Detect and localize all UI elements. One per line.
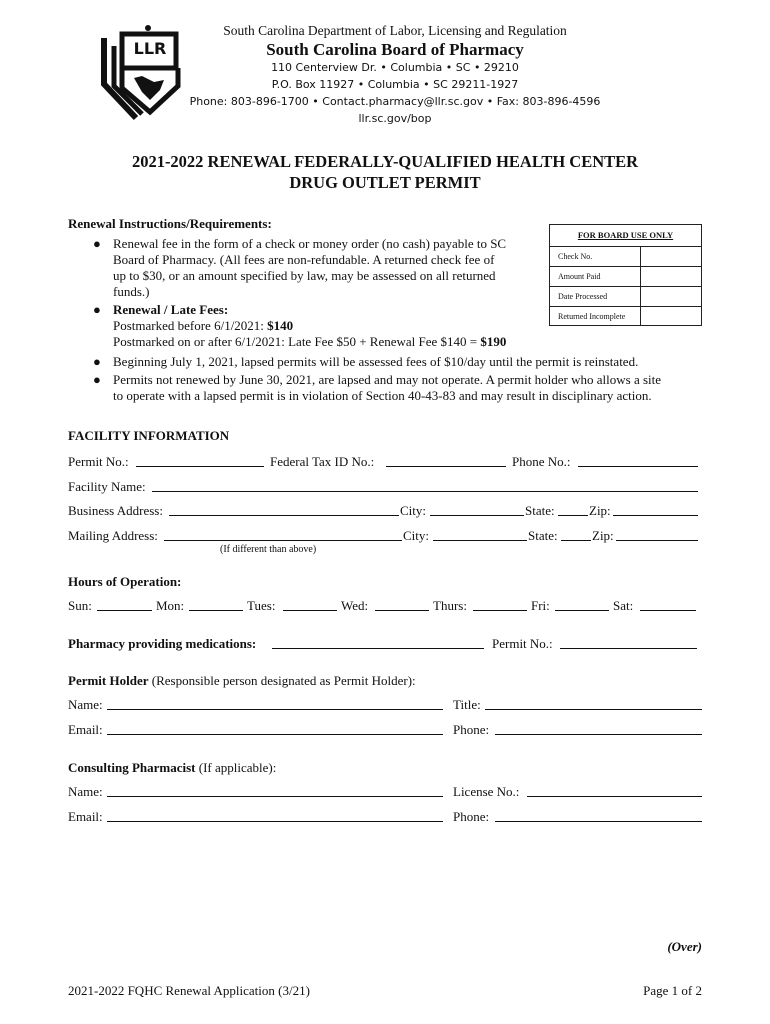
pharmacy-label: Pharmacy providing medications: xyxy=(68,636,257,651)
consulting-email-label: Email: xyxy=(68,809,103,824)
mailing-address-label: Mailing Address: xyxy=(68,528,158,543)
late-fee-heading: Renewal / Late Fees: xyxy=(113,302,229,317)
holder-phone-label: Phone: xyxy=(453,722,490,737)
llr-logo-icon xyxy=(98,20,188,125)
fri-label: Fri: xyxy=(531,598,550,613)
consulting-email-field[interactable] xyxy=(107,821,443,822)
address-line-1: 110 Centerview Dr. • Columbia • SC • 29210 xyxy=(271,61,519,74)
board-row-date-processed xyxy=(550,287,701,307)
board-row-check-no xyxy=(550,247,701,267)
consulting-phone-label: Phone: xyxy=(453,809,490,824)
thurs-label: Thurs: xyxy=(433,598,467,613)
form-title-line-2: DRUG OUTLET PERMIT xyxy=(289,173,481,192)
late-fee-bullet: ● Renewal / Late Fees: xyxy=(93,302,229,317)
wed-field[interactable] xyxy=(375,610,429,611)
board-use-box xyxy=(549,224,702,326)
over-note: (Over) xyxy=(667,939,702,954)
hours-heading: Hours of Operation: xyxy=(68,574,182,589)
consulting-license-field[interactable] xyxy=(527,796,702,797)
instructions-heading: Renewal Instructions/Requirements: xyxy=(68,216,272,231)
lapsed-fee-bullet: ● Beginning July 1, 2021, lapsed permits will be assessed fees of $10/day until the permit is reinstated. xyxy=(93,354,639,369)
lapsed-permit-line-2: to operate with a lapsed permit is in violation of Section 40-43-83 and may result in disciplinary action. xyxy=(113,388,652,403)
page-number: Page 1 of 2 xyxy=(643,983,702,998)
pharmacy-field[interactable] xyxy=(272,648,484,649)
consulting-name-label: Name: xyxy=(68,784,103,799)
mailing-state-label: State: xyxy=(528,528,558,543)
consulting-phone-field[interactable] xyxy=(495,821,702,822)
fee-line-3: up to $30, or an amount specified by law, may be assessed on all returned xyxy=(113,268,496,283)
holder-name-field[interactable] xyxy=(107,709,443,710)
department-name: South Carolina Department of Labor, Licensing and Regulation xyxy=(223,23,567,38)
fee-line-4: funds.) xyxy=(113,284,150,299)
if-different-note: (If different than above) xyxy=(220,544,317,555)
tax-id-label: Federal Tax ID No.: xyxy=(270,454,375,469)
form-title-line-1: 2021-2022 RENEWAL FEDERALLY-QUALIFIED HEALTH CENTER xyxy=(131,152,639,171)
business-zip-label: Zip: xyxy=(589,503,611,518)
board-row-returned xyxy=(550,307,701,326)
business-address-field[interactable] xyxy=(169,515,399,516)
thurs-field[interactable] xyxy=(473,610,527,611)
business-state-label: State: xyxy=(525,503,555,518)
website: llr.sc.gov/bop xyxy=(358,112,432,125)
facility-name-label: Facility Name: xyxy=(68,479,146,494)
consulting-heading: Consulting Pharmacist xyxy=(68,760,196,775)
pharmacy-permit-field[interactable] xyxy=(560,648,697,649)
phone-no-field[interactable] xyxy=(578,466,698,467)
board-use-heading: FOR BOARD USE ONLY xyxy=(550,225,701,247)
business-city-field[interactable] xyxy=(430,515,524,516)
mailing-state-field[interactable] xyxy=(561,540,591,541)
tues-field[interactable] xyxy=(283,610,337,611)
permit-holder-heading-row xyxy=(68,673,416,689)
contact-line: Phone: 803-896-1700 • Contact.pharmacy@llr.sc.gov • Fax: 803-896-4596 xyxy=(189,95,601,108)
board-row-label: Returned Incomplete xyxy=(558,312,626,321)
phone-no-label: Phone No.: xyxy=(512,454,571,469)
permit-holder-note: (Responsible person designated as Permit Holder): xyxy=(148,673,416,688)
pharmacy-permit-label: Permit No.: xyxy=(492,636,553,651)
tues-label: Tues: xyxy=(247,598,276,613)
sat-field[interactable] xyxy=(640,610,696,611)
mailing-zip-label: Zip: xyxy=(592,528,614,543)
sun-label: Sun: xyxy=(68,598,92,613)
consulting-name-field[interactable] xyxy=(107,796,443,797)
fee-line-1: Renewal fee in the form of a check or money order (no cash) payable to SC xyxy=(113,236,507,251)
mailing-zip-field[interactable] xyxy=(616,540,698,541)
logo-text: LLR xyxy=(133,39,167,58)
llr-logo xyxy=(98,20,188,125)
business-zip-field[interactable] xyxy=(613,515,698,516)
facility-heading: FACILITY INFORMATION xyxy=(68,428,230,443)
holder-phone-field[interactable] xyxy=(495,734,702,735)
board-row-amount-paid xyxy=(550,267,701,287)
tax-id-field[interactable] xyxy=(386,466,506,467)
late-fee-line-1 xyxy=(113,318,293,334)
consulting-license-label: License No.: xyxy=(453,784,520,799)
sun-field[interactable] xyxy=(97,610,152,611)
consulting-note: (If applicable): xyxy=(195,760,277,775)
business-state-field[interactable] xyxy=(558,515,588,516)
business-address-label: Business Address: xyxy=(68,503,163,518)
lapsed-permit-bullet: ● Permits not renewed by June 30, 2021, are lapsed and may not operate. A permit holder who allows a site xyxy=(93,372,662,387)
board-row-label: Date Processed xyxy=(558,292,608,301)
mailing-city-label: City: xyxy=(403,528,430,543)
holder-email-field[interactable] xyxy=(107,734,443,735)
address-line-2: P.O. Box 11927 • Columbia • SC 29211-1927 xyxy=(271,78,519,91)
wed-label: Wed: xyxy=(341,598,369,613)
mon-field[interactable] xyxy=(189,610,243,611)
board-row-label: Check No. xyxy=(558,252,593,261)
late-fee-line-2-amount: $190 xyxy=(480,334,507,349)
lapsed-permit-line-1: Permits not renewed by June 30, 2021, are lapsed and may not operate. A permit holder who allows a site xyxy=(113,372,662,387)
permit-holder-heading: Permit Holder xyxy=(68,673,149,688)
facility-name-field[interactable] xyxy=(152,491,698,492)
fri-field[interactable] xyxy=(555,610,609,611)
mailing-address-field[interactable] xyxy=(164,540,402,541)
mon-label: Mon: xyxy=(156,598,185,613)
late-fee-line-1-amount: $140 xyxy=(267,318,294,333)
holder-title-label: Title: xyxy=(453,697,481,712)
lapsed-fee-text: Beginning July 1, 2021, lapsed permits will be assessed fees of $10/day until the permit is reinstated. xyxy=(113,354,639,369)
business-city-label: City: xyxy=(400,503,427,518)
fee-line-2: Board of Pharmacy. (All fees are non-refundable. A returned check fee of xyxy=(113,252,495,267)
board-row-label: Amount Paid xyxy=(558,272,601,281)
mailing-city-field[interactable] xyxy=(433,540,527,541)
permit-no-label: Permit No.: xyxy=(68,454,129,469)
late-fee-line-2 xyxy=(113,334,506,350)
sat-label: Sat: xyxy=(613,598,634,613)
late-fee-line-2-text: Postmarked on or after 6/1/2021: Late Fee $50 + Renewal Fee $140 = xyxy=(113,334,481,349)
board-name: South Carolina Board of Pharmacy xyxy=(266,40,524,59)
form-id: 2021-2022 FQHC Renewal Application (3/21) xyxy=(68,983,310,998)
late-fee-line-1-text: Postmarked before 6/1/2021: xyxy=(113,318,268,333)
permit-no-field[interactable] xyxy=(136,466,264,467)
fee-bullet: ● Renewal fee in the form of a check or money order (no cash) payable to SC xyxy=(93,236,507,251)
consulting-heading-row xyxy=(68,760,276,776)
holder-email-label: Email: xyxy=(68,722,103,737)
holder-title-field[interactable] xyxy=(485,709,702,710)
holder-name-label: Name: xyxy=(68,697,103,712)
